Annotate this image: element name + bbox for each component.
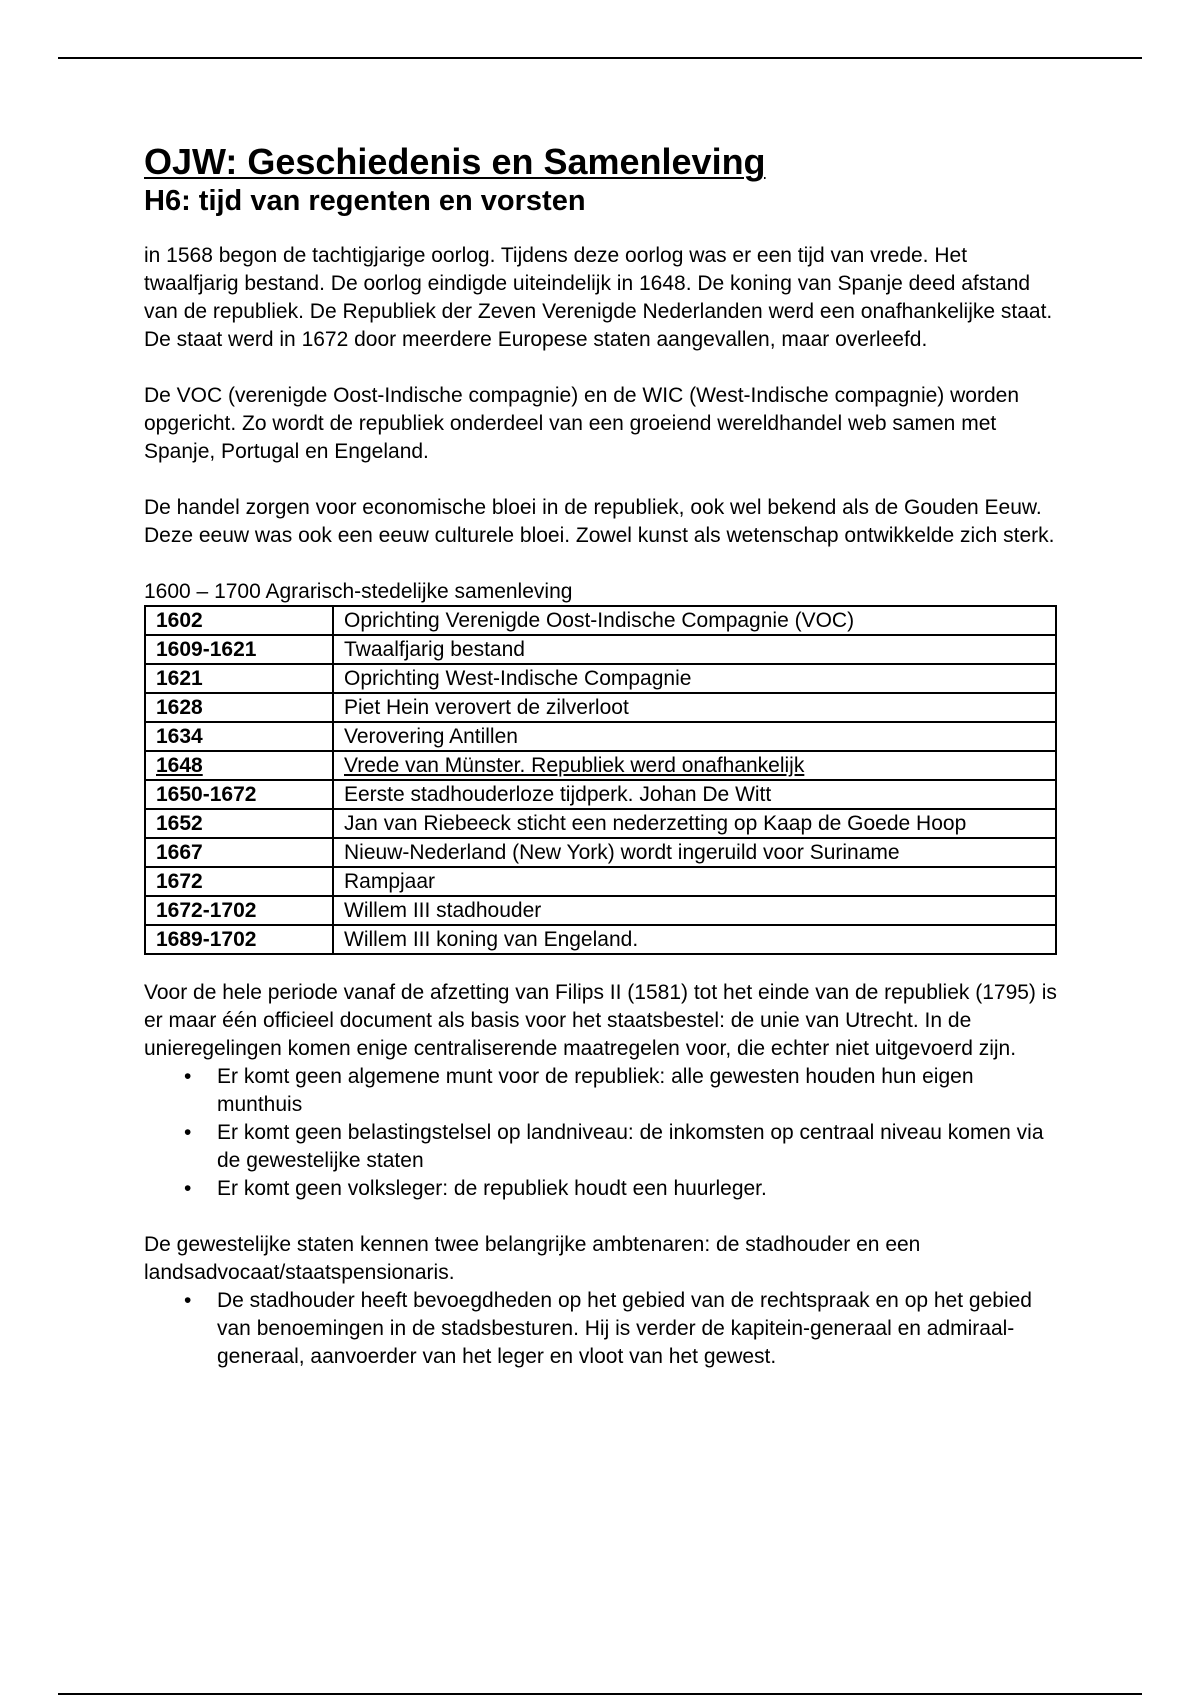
bullet-list-stadhouder xyxy=(144,1287,1064,1371)
event-cell: Piet Hein verovert de zilverloot xyxy=(333,693,1056,722)
paragraph-union-of-utrecht: Voor de hele periode vanaf de afzetting van Filips II (1581) tot het einde van de republiek (1795) is er maar één officieel document als basis voor het staatsbestel: de unie van Utrecht. In de unieregelingen komen enige centraliserende maatregelen voor, die echter niet uitgevoerd zijn. xyxy=(144,981,1057,1060)
table-row xyxy=(145,925,1056,954)
event-cell: Rampjaar xyxy=(333,867,1056,896)
year-cell: 1689-1702 xyxy=(145,925,333,954)
event-cell: Twaalfjarig bestand xyxy=(333,635,1056,664)
year-cell: 1672 xyxy=(145,867,333,896)
event-cell: Willem III stadhouder xyxy=(333,896,1056,925)
paragraph-eighty-years-war: in 1568 begon de tachtigjarige oorlog. Tijdens deze oorlog was er een tijd van vrede. Het twaalfjarig bestand. De oorlog eindigde uiteindelijk in 1648. De koning van Spanje deed afstand van de republiek. De Republiek der Zeven Verenigde Nederlanden werd een onafhankelijke staat. De staat werd in 1672 door meerdere Europese staten aangevallen, maar overleefd. xyxy=(144,244,1053,351)
year-cell: 1621 xyxy=(145,664,333,693)
table-row xyxy=(145,722,1056,751)
event-cell: Vrede van Münster. Republiek werd onafhankelijk xyxy=(333,751,1056,780)
table-row xyxy=(145,606,1056,635)
table-row xyxy=(145,780,1056,809)
year-cell: 1667 xyxy=(145,838,333,867)
event-cell: Jan van Riebeeck sticht een nederzetting op Kaap de Goede Hoop xyxy=(333,809,1056,838)
table-caption: 1600 – 1700 Agrarisch-stedelijke samenleving xyxy=(144,580,573,603)
table-row xyxy=(145,867,1056,896)
year-cell: 1628 xyxy=(145,693,333,722)
footer-rule xyxy=(58,1693,1142,1695)
paragraph-golden-age: De handel zorgen voor economische bloei in de republiek, ook wel bekend als de Gouden Eeuw. Deze eeuw was ook een eeuw culturele bloei. Zowel kunst als wetenschap ontwikkelde zich sterk. xyxy=(144,496,1055,547)
bullet-list-measures xyxy=(144,1063,1064,1203)
table-row xyxy=(145,635,1056,664)
header-rule xyxy=(58,57,1142,59)
event-cell: Eerste stadhouderloze tijdperk. Johan De Witt xyxy=(333,780,1056,809)
list-item: • Er komt geen belastingstelsel op landniveau: de inkomsten op centraal niveau komen via de gewestelijke staten xyxy=(144,1119,1064,1175)
year-cell: 1650-1672 xyxy=(145,780,333,809)
table-row xyxy=(145,838,1056,867)
paragraph-officials: De gewestelijke staten kennen twee belangrijke ambtenaren: de stadhouder en een landsadvocaat/staatspensionaris. xyxy=(144,1233,921,1284)
chapter-subtitle: H6: tijd van regenten en vorsten xyxy=(144,185,586,217)
timeline-table xyxy=(144,605,1057,955)
year-cell: 1652 xyxy=(145,809,333,838)
year-cell: 1602 xyxy=(145,606,333,635)
list-item: • Er komt geen volksleger: de republiek houdt een huurleger. xyxy=(144,1175,1064,1203)
event-cell: Verovering Antillen xyxy=(333,722,1056,751)
paragraph-voc-wic: De VOC (verenigde Oost-Indische compagnie) en de WIC (West-Indische compagnie) worden opgericht. Zo wordt de republiek onderdeel van een groeiend wereldhandel web samen met Spanje, Portugal en Engeland. xyxy=(144,384,1020,463)
table-row xyxy=(145,809,1056,838)
list-item: • De stadhouder heeft bevoegdheden op het gebied van de rechtspraak en op het gebied van benoemingen in de stadsbesturen. Hij is verder de kapitein-generaal en admiraal-generaal, aanvoerder van het leger en vloot van het gewest. xyxy=(144,1287,1064,1371)
document-body xyxy=(144,140,1064,1371)
event-cell: Oprichting West-Indische Compagnie xyxy=(333,664,1056,693)
document-title: OJW: Geschiedenis en Samenleving xyxy=(144,141,766,182)
table-row xyxy=(145,751,1056,780)
year-cell: 1672-1702 xyxy=(145,896,333,925)
year-cell: 1609-1621 xyxy=(145,635,333,664)
year-cell: 1648 xyxy=(145,751,333,780)
table-row xyxy=(145,693,1056,722)
event-cell: Willem III koning van Engeland. xyxy=(333,925,1056,954)
table-row xyxy=(145,664,1056,693)
year-cell: 1634 xyxy=(145,722,333,751)
event-cell: Oprichting Verenigde Oost-Indische Compagnie (VOC) xyxy=(333,606,1056,635)
list-item: • Er komt geen algemene munt voor de republiek: alle gewesten houden hun eigen munthuis xyxy=(144,1063,1064,1119)
event-cell: Nieuw-Nederland (New York) wordt ingeruild voor Suriname xyxy=(333,838,1056,867)
table-row xyxy=(145,896,1056,925)
